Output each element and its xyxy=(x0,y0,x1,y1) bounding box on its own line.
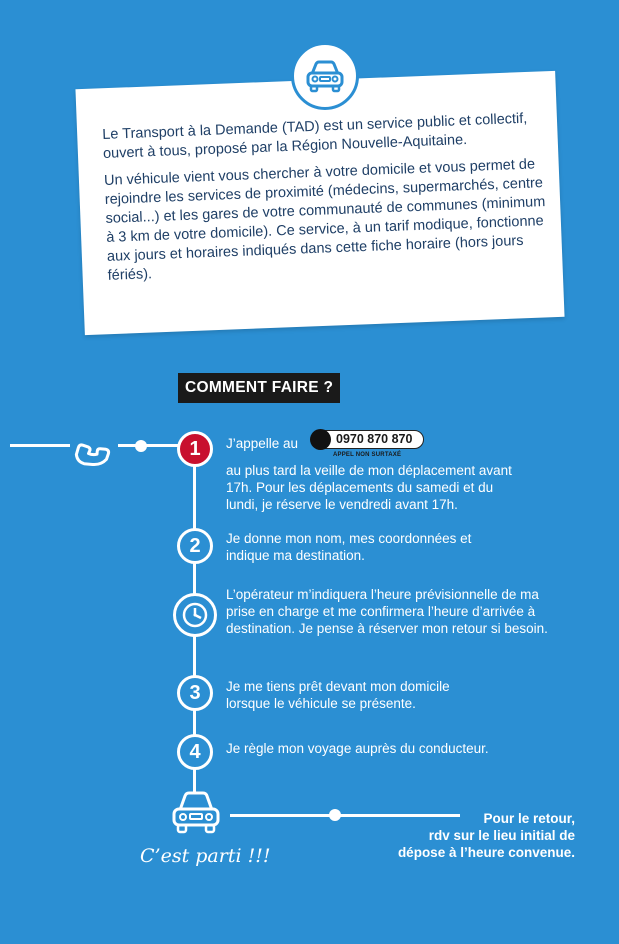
return-line-3: dépose à l’heure convenue. xyxy=(397,845,575,860)
intro-paragraph-2: Un véhicule vient vous chercher à votre domicile et vous permet de rejoindre les services de proximité (médecins, supermarchés, centre social...) et les gares de votre communauté de communes (minimum à 3 km de votre domicile). Ce service, à un tarif modique, fonctionne aux jours et horaires indiqués dans cette fiche horaire (hors jours fériés). xyxy=(103,156,546,284)
step-4-text: Je règle mon voyage auprès du conducteur. xyxy=(226,741,489,756)
step-1-intro: J’appelle au xyxy=(226,436,299,451)
phone-connector-line-2 xyxy=(118,444,178,447)
intro-paragraph-1: Le Transport à la Demande (TAD) est un service public et collectif, ouvert à tous, proposé par la Région Nouvelle-Aquitaine. xyxy=(102,110,528,162)
step-1-text: au plus tard la veille de mon déplacement avant 17h. Pour les déplacements du samedi et du lundi, je réserve le vendredi avant 17h. xyxy=(226,463,512,512)
step-1-marker: 1 xyxy=(177,431,213,467)
return-line-2: rdv sur le lieu initial de xyxy=(428,828,575,843)
clock-icon xyxy=(180,600,210,630)
section-heading: COMMENT FAIRE ? xyxy=(178,373,340,403)
step-clock-text: L’opérateur m’indiquera l’heure prévisionnelle de ma prise en charge et me confirmera l’heure d’arrivée à destination. Je pense à réserver mon retour si besoin. xyxy=(226,587,548,636)
step-3-text: Je me tiens prêt devant mon domicile lorsque le véhicule se présente. xyxy=(226,679,450,711)
cest-parti-text: C’est parti !!! xyxy=(140,845,271,867)
intro-text xyxy=(102,109,558,294)
phone-number-pill xyxy=(311,430,424,449)
step-2-marker: 2 xyxy=(177,528,213,564)
return-info xyxy=(398,810,575,861)
phone-connector-line xyxy=(10,444,70,447)
phone-note: APPEL NON SURTAXÉ xyxy=(333,452,402,458)
phone-number: 0970 870 870 xyxy=(336,432,413,446)
return-line-1: Pour le retour, xyxy=(483,811,575,826)
phone-icon xyxy=(66,421,120,469)
step-clock-marker xyxy=(173,593,217,637)
car-icon xyxy=(303,58,347,94)
car-outline-icon xyxy=(168,788,224,838)
return-connector-dot xyxy=(329,809,341,821)
step-4-marker: 4 xyxy=(177,734,213,770)
step-3-marker: 3 xyxy=(177,675,213,711)
phone-pill-dot xyxy=(310,429,331,450)
connector-dot xyxy=(135,440,147,452)
car-badge xyxy=(291,42,359,110)
step-2-text: Je donne mon nom, mes coordonnées et indique ma destination. xyxy=(226,531,472,563)
